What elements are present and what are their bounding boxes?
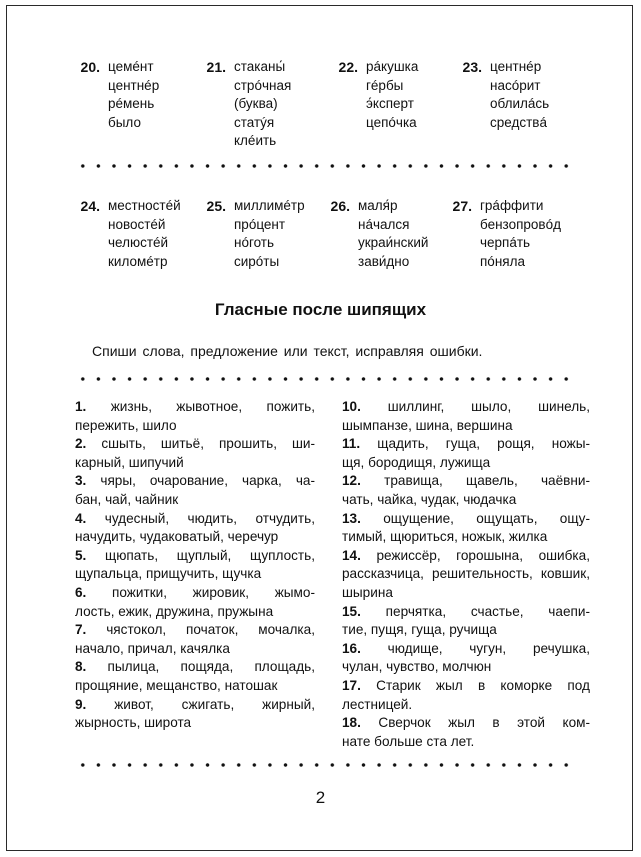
stress-block-number: 25.: [206, 198, 226, 214]
exercise-number: 10.: [342, 399, 361, 414]
exercises-left-column: [75, 398, 315, 733]
exercise-number: 7.: [75, 622, 87, 638]
stress-block-number: 26.: [330, 198, 350, 214]
exercise-line: пылица, пощяда, площадь,: [107, 659, 315, 675]
exercise-number: 8.: [75, 659, 87, 675]
stress-block-number: 24.: [80, 198, 100, 214]
exercise-line: нате больше ста лет.: [342, 733, 475, 749]
stress-word: стрóчная: [234, 77, 292, 93]
stress-word: центнéр: [108, 77, 160, 93]
exercise-line: Старик жыл в коморке под: [376, 677, 590, 693]
stress-block-24: [68, 197, 181, 271]
exercise-line: живот, сжигать, жирный,: [114, 696, 315, 712]
stress-word: э́ксперт: [366, 96, 414, 111]
exercise-line: начудить, чудаковатый, черечур: [75, 529, 279, 545]
exercise-17: [342, 677, 590, 714]
exercise-number: 14.: [342, 547, 361, 563]
stress-word: грáффити: [480, 198, 544, 213]
stress-word: миллимéтр: [234, 198, 305, 213]
stress-block-number: 23.: [462, 59, 482, 75]
exercise-14: [342, 547, 590, 603]
exercise-1: [75, 398, 315, 435]
stress-block-number: 20.: [80, 59, 100, 75]
stress-block-23: [450, 58, 549, 132]
exercise-line: чать, чайка, чудак, чюдачка: [342, 491, 517, 507]
exercise-number: 12.: [342, 473, 361, 489]
exercise-line: тие, пущя, гуща, ручища: [342, 622, 497, 638]
exercise-number: 11.: [342, 436, 361, 452]
exercise-5: [75, 547, 315, 584]
stress-word: насóрит: [490, 77, 541, 93]
stress-block-number: 21.: [206, 59, 226, 75]
stress-block-number: 22.: [338, 59, 358, 75]
exercise-15: [342, 603, 590, 640]
exercise-number: 4.: [75, 510, 87, 526]
stress-block-20: [68, 58, 159, 132]
section-title: Гласные после шипящих: [214, 300, 427, 319]
exercise-line: пережить, шило: [75, 417, 177, 433]
exercise-line: щадить, гуща, рощя, ножы-: [377, 436, 590, 452]
exercise-line: чястокол, початок, мочалка,: [106, 622, 315, 638]
exercise-line: карный, шипучий: [75, 454, 184, 470]
exercise-6: [75, 584, 315, 621]
exercise-number: 15.: [342, 603, 361, 619]
exercise-number: 16.: [342, 640, 361, 656]
stress-word: стаканы́: [234, 59, 286, 74]
exercise-line: тимый, щюриться, ножык, жилка: [342, 529, 548, 545]
exercise-line: щупальца, прищучить, щучка: [75, 566, 262, 582]
exercise-line: бан, чай, чайник: [75, 491, 179, 507]
stress-block-26: [318, 197, 428, 271]
stress-word: клéить: [234, 133, 277, 148]
stress-word: зави́дно: [358, 253, 410, 269]
exercise-line: чюдище, чугун, речушка,: [387, 640, 591, 656]
stress-word: украи́нский: [358, 235, 429, 250]
exercise-number: 9.: [75, 696, 87, 712]
exercise-11: [342, 435, 590, 472]
exercise-line: лость, ежик, дружина, пружына: [75, 603, 274, 619]
exercise-line: лестницей.: [342, 696, 413, 712]
exercise-10: [342, 398, 590, 435]
stress-word: рáкушка: [366, 59, 419, 74]
stress-block-25: [194, 197, 305, 271]
exercise-7: [75, 621, 315, 658]
exercise-16: [342, 640, 590, 677]
exercise-number: 17.: [342, 677, 361, 693]
stress-word: (буква): [234, 96, 278, 111]
exercise-line: чяры, очарование, чарка, ча-: [100, 473, 315, 489]
exercise-number: 3.: [75, 473, 87, 489]
stress-word: черпáть: [480, 235, 531, 250]
exercise-18: [342, 714, 590, 751]
exercise-number: 18.: [342, 715, 361, 731]
stress-word: гéрбы: [366, 77, 404, 93]
exercise-12: [342, 472, 590, 509]
exercise-line: рассказчица, решительность, ковшик, шырина: [342, 566, 590, 600]
stress-block-27: [440, 197, 561, 271]
instruction-text: Спиши слова, предложение или текст, исправляя ошибки.: [92, 343, 483, 359]
exercise-line: перчятка, счастье, чаепи-: [385, 603, 590, 619]
exercise-line: чудесный, чюдить, отчудить,: [104, 510, 315, 526]
stress-word: новостéй: [108, 216, 166, 232]
exercise-number: 5.: [75, 547, 87, 563]
page-number: 2: [315, 788, 326, 807]
stress-word: киломéтр: [108, 253, 168, 269]
stress-word: нóготь: [234, 235, 275, 250]
stress-word: средствá: [490, 114, 547, 130]
exercises-right-column: [342, 398, 590, 751]
exercise-4: [75, 510, 315, 547]
exercise-line: щюпать, щуплый, щуплость,: [105, 547, 316, 563]
exercise-line: Сверчок жыл в этой ком-: [378, 715, 590, 731]
exercise-line: щя, бородищя, лужища: [342, 454, 491, 470]
exercise-line: ощущение, ощущать, ощу-: [383, 510, 590, 526]
stress-block-number: 27.: [452, 198, 472, 214]
stress-word: нáчался: [358, 216, 410, 232]
exercise-line: шиллинг, шыло, шинель,: [387, 399, 590, 414]
stress-word: сирóты: [234, 253, 280, 269]
dotted-separator: [75, 163, 575, 169]
stress-word: статýя: [234, 114, 275, 130]
dotted-separator: [75, 376, 575, 382]
exercise-line: шымпанзе, шина, вершина: [342, 417, 513, 433]
exercise-line: жизнь, жывотное, пожить,: [110, 399, 315, 414]
exercise-line: начало, причал, качялка: [75, 640, 230, 656]
exercise-line: прощяние, мещанство, натошак: [75, 677, 278, 693]
exercise-9: [75, 696, 315, 733]
stress-word: было: [108, 114, 141, 130]
exercise-line: режиссёр, горошына, ошибка,: [376, 547, 590, 563]
stress-block-22: [326, 58, 418, 132]
stress-word: местностéй: [108, 198, 181, 213]
exercise-line: сшыть, шитьё, прошить, ши-: [101, 436, 315, 452]
exercise-number: 1.: [75, 399, 87, 414]
stress-word: челюстéй: [108, 235, 169, 250]
exercise-line: жырность, широта: [75, 715, 192, 731]
exercise-2: [75, 435, 315, 472]
stress-word: прóцент: [234, 216, 286, 232]
exercise-3: [75, 472, 315, 509]
exercise-line: чулан, чувство, молчюн: [342, 659, 492, 675]
stress-block-21: [194, 58, 291, 151]
exercise-8: [75, 658, 315, 695]
exercise-number: 2.: [75, 436, 87, 452]
stress-word: цепóчка: [366, 114, 417, 130]
stress-word: цемéнт: [108, 59, 154, 74]
dotted-separator: [75, 762, 575, 768]
exercise-line: пожитки, жировик, жымо-: [112, 584, 315, 600]
exercise-line: травища, щавель, чаёвни-: [384, 473, 590, 489]
stress-word: центнéр: [490, 59, 542, 74]
stress-word: рéмень: [108, 96, 155, 111]
exercise-number: 6.: [75, 584, 87, 600]
stress-word: облилáсь: [490, 96, 550, 111]
exercise-number: 13.: [342, 510, 361, 526]
exercise-13: [342, 510, 590, 547]
stress-word: бензопровóд: [480, 216, 561, 232]
stress-word: пóняла: [480, 253, 525, 269]
stress-word: маля́р: [358, 198, 398, 213]
